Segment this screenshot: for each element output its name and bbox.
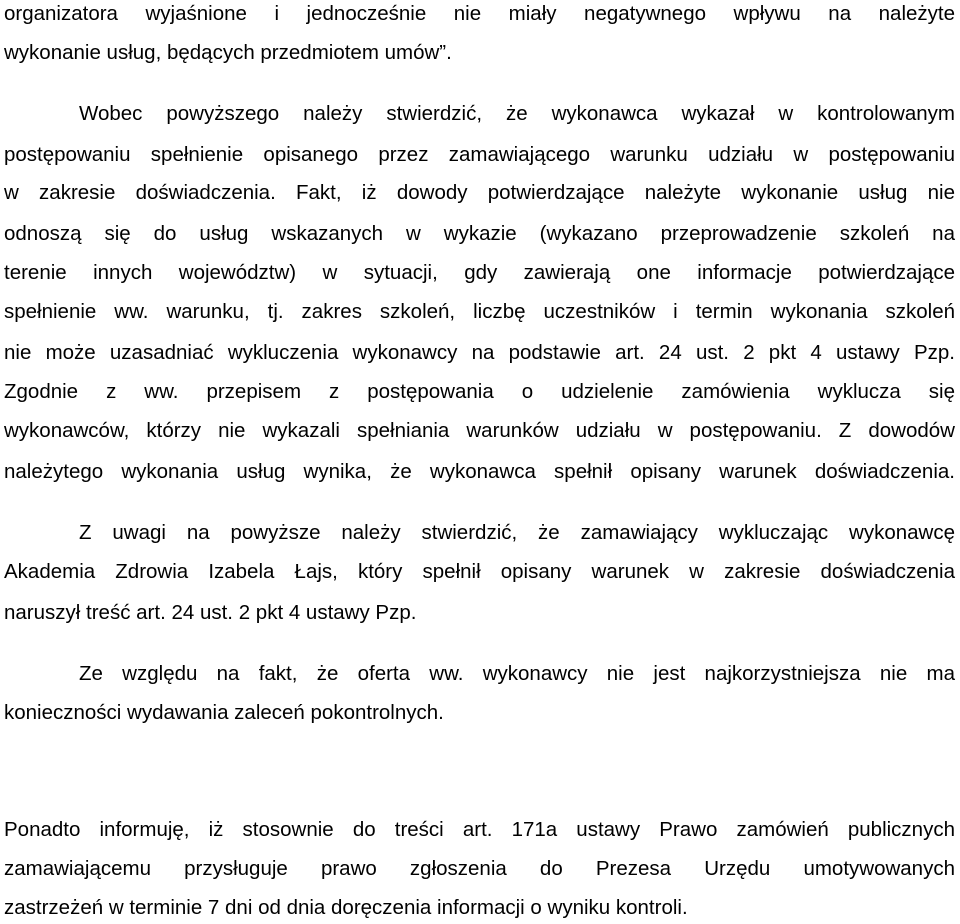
- text-line: zastrzeżeń w terminie 7 dni od dnia doręczenia informacji o wyniku kontroli.: [4, 896, 688, 919]
- text-line: naruszył treść art. 24 ust. 2 pkt 4 ustawy Pzp.: [4, 601, 417, 624]
- text-line: Zgodnie z ww. przepisem z postępowania o udzielenie zamówienia wyklucza się: [4, 380, 955, 403]
- text-line: Z uwagi na powyższe należy stwierdzić, że zamawiający wykluczając wykonawcę: [79, 521, 955, 544]
- text-line: Wobec powyższego należy stwierdzić, że wykonawca wykazał w kontrolowanym: [79, 102, 955, 125]
- text-line: odnoszą się do usług wskazanych w wykazie (wykazano przeprowadzenie szkoleń na: [4, 222, 955, 245]
- text-line: nie może uzasadniać wykluczenia wykonawcy na podstawie art. 24 ust. 2 pkt 4 ustawy Pzp.: [4, 341, 955, 364]
- text-line: zamawiającemu przysługuje prawo zgłoszenia do Prezesa Urzędu umotywowanych: [4, 857, 955, 880]
- text-line: należytego wykonania usług wynika, że wykonawca spełnił opisany warunek doświadczenia.: [4, 460, 955, 483]
- text-line: spełnienie ww. warunku, tj. zakres szkoleń, liczbę uczestników i termin wykonania szkoleń: [4, 300, 955, 323]
- text-line: postępowaniu spełnienie opisanego przez zamawiającego warunku udziału w postępowaniu: [4, 143, 955, 166]
- text-line: wykonanie usług, będących przedmiotem umów”.: [4, 41, 452, 64]
- text-line: w zakresie doświadczenia. Fakt, iż dowody potwierdzające należyte wykonanie usług nie: [4, 181, 955, 204]
- text-line: terenie innych województw) w sytuacji, gdy zawierają one informacje potwierdzające: [4, 261, 955, 284]
- text-line: Akademia Zdrowia Izabela Łajs, który spełnił opisany warunek w zakresie doświadczenia: [4, 560, 955, 583]
- text-line: Ponadto informuję, iż stosownie do treści art. 171a ustawy Prawo zamówień publicznych: [4, 818, 955, 841]
- text-line: organizatora wyjaśnione i jednocześnie nie miały negatywnego wpływu na należyte: [4, 2, 955, 25]
- text-line: Ze względu na fakt, że oferta ww. wykonawcy nie jest najkorzystniejsza nie ma: [79, 662, 955, 685]
- text-line: wykonawców, którzy nie wykazali spełniania warunków udziału w postępowaniu. Z dowodów: [4, 419, 955, 442]
- text-line: konieczności wydawania zaleceń pokontrolnych.: [4, 701, 444, 724]
